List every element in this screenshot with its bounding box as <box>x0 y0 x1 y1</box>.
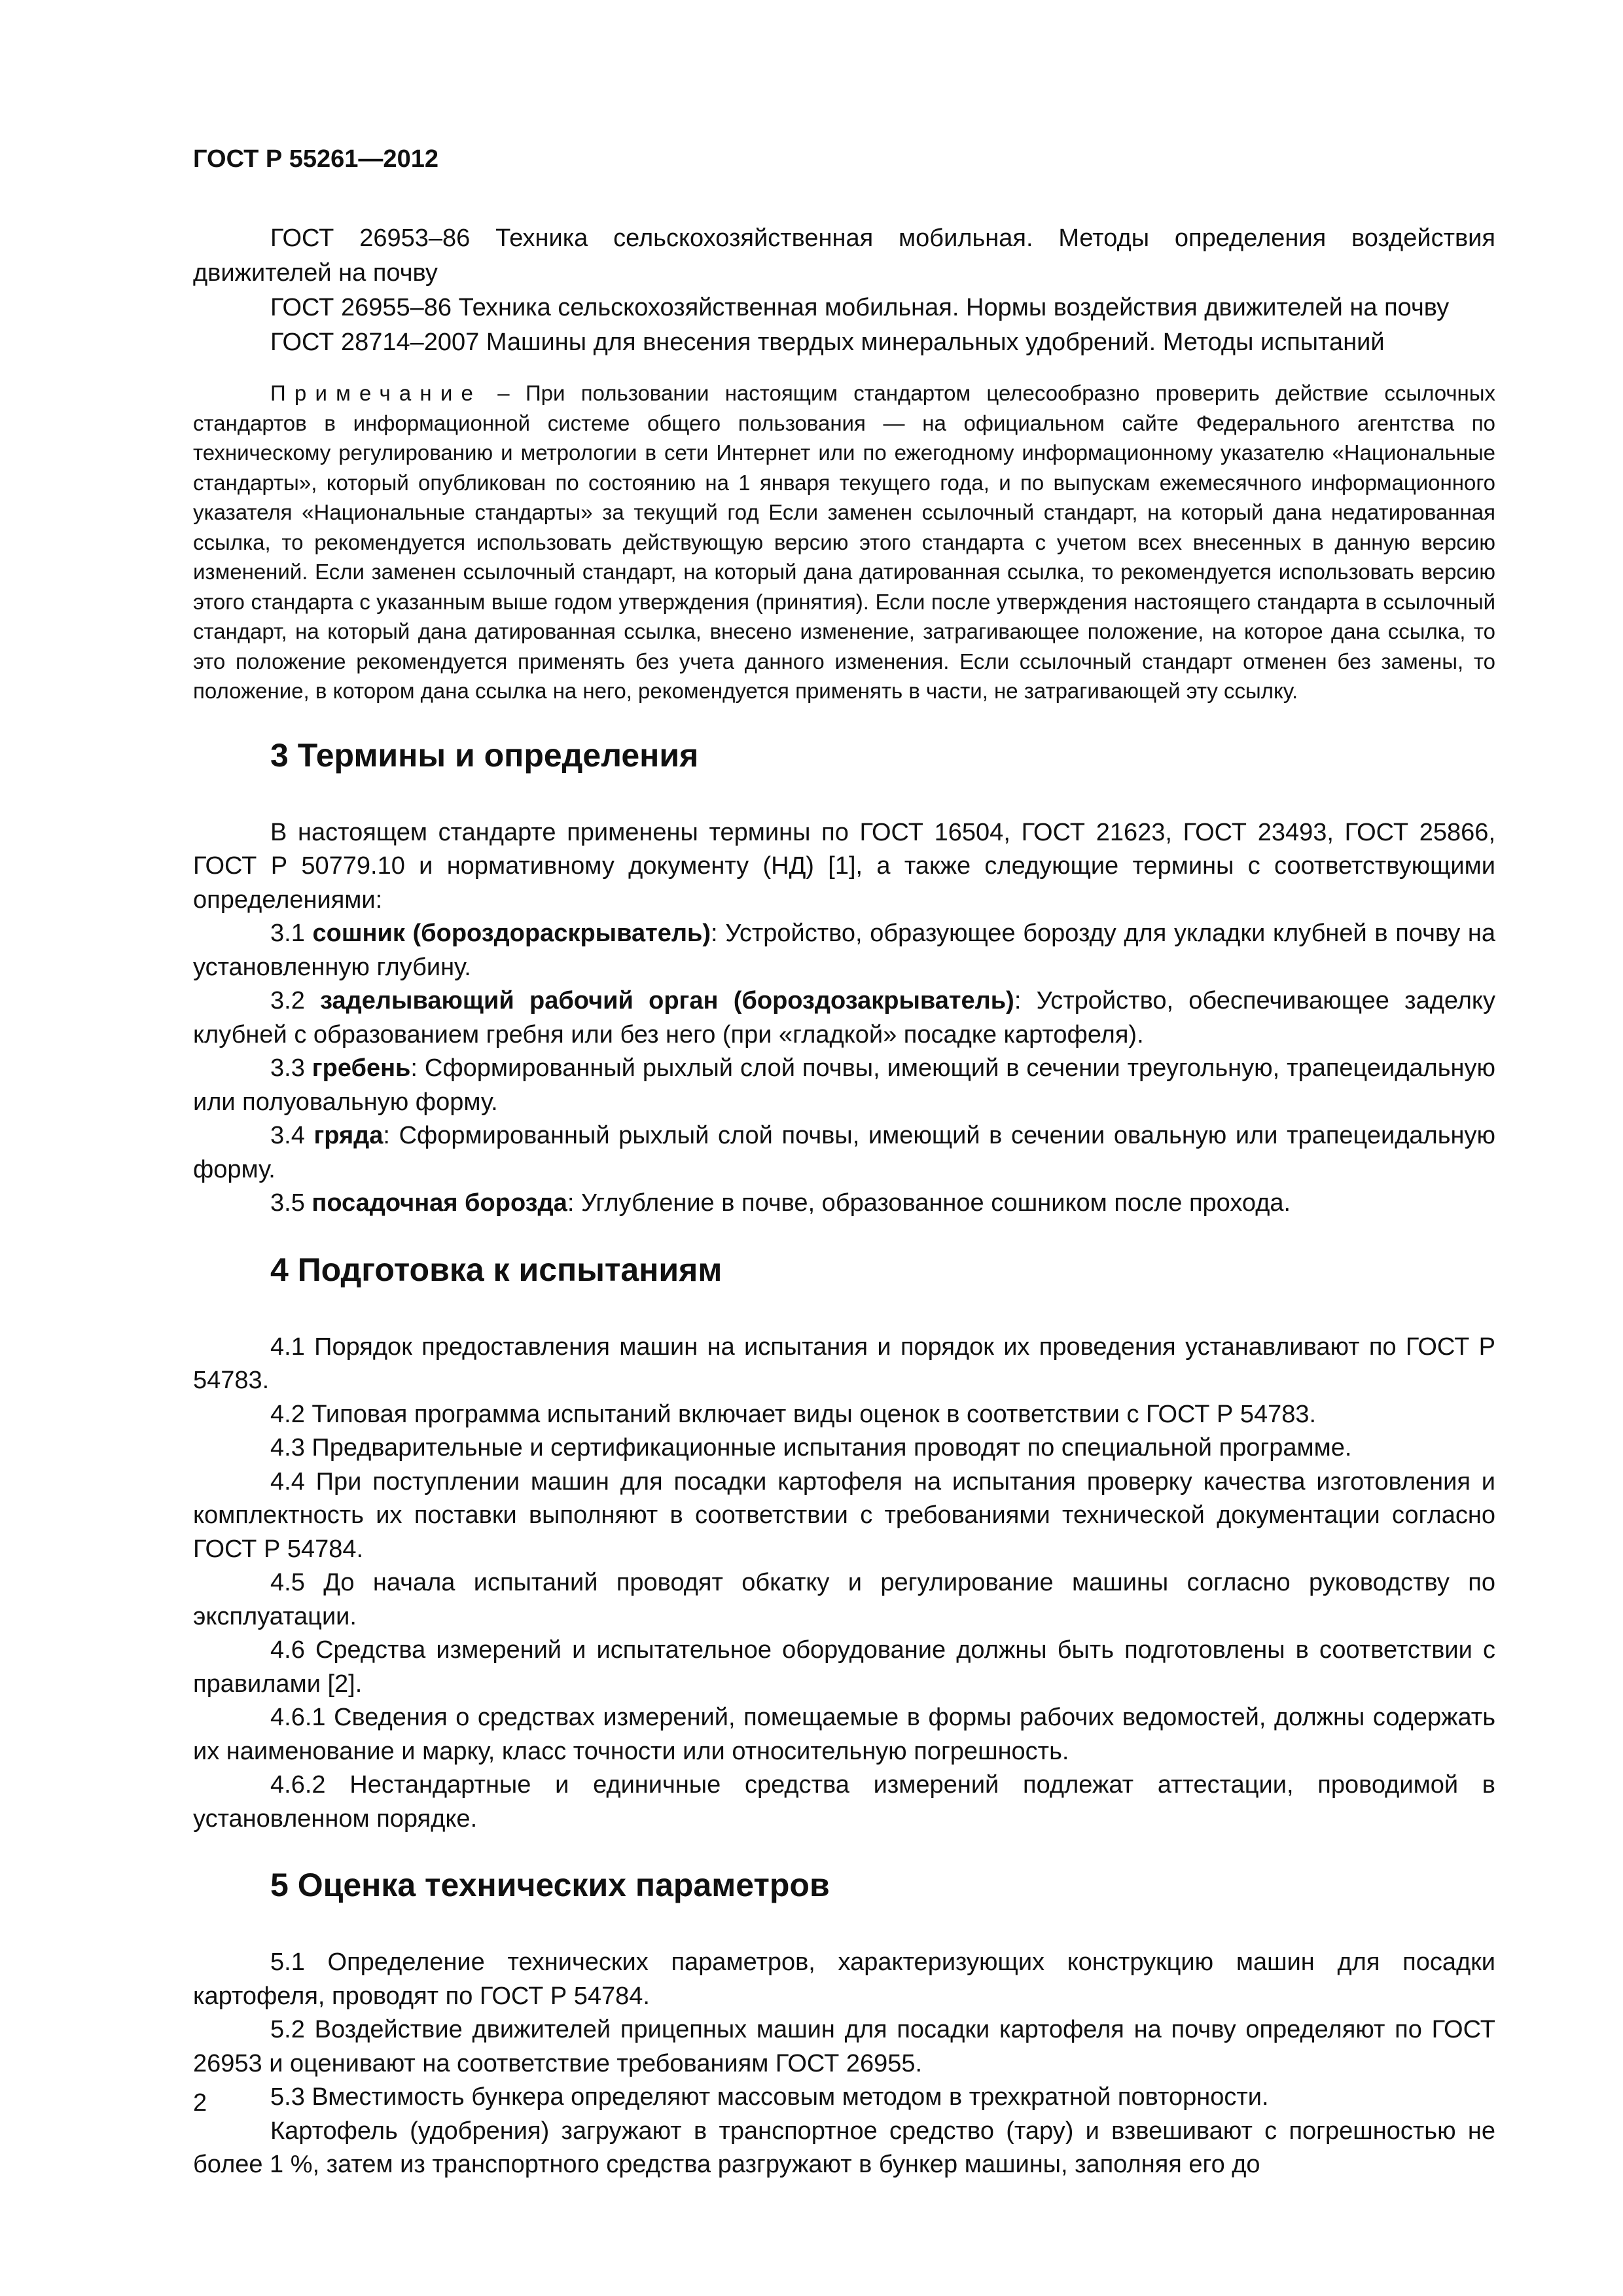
normative-references <box>193 221 1495 360</box>
term-text: : Сформированный рыхлый слой почвы, имеющий в сечении овальную или трапецеидальную форму. <box>193 1122 1495 1183</box>
clause-paragraph: Картофель (удобрения) загружают в транспортное средство (тару) и взвешивают с погрешностью не более 1 %, затем из транспортного средства разгружают в бункер машины, заполняя его до <box>193 2117 1495 2178</box>
document-page <box>193 144 1495 2182</box>
note-paragraph <box>193 378 1495 706</box>
section-4-title: 4 Подготовка к испытаниям <box>270 1251 722 1288</box>
clause-paragraph: 4.5 До начала испытаний проводят обкатку и регулирование машины согласно руководству по эксплуатации. <box>193 1569 1495 1630</box>
term-definition <box>193 1052 1495 1119</box>
clause-paragraph: 4.1 Порядок предоставления машин на испытания и порядок их проведения устанавливают по ГОСТ Р 54783. <box>193 1333 1495 1394</box>
term-text: : Устройство, обеспечивающее заделку клубней с образованием гребня или без него (при «гладкой» посадке картофеля). <box>193 987 1495 1049</box>
clause-paragraph: 5.1 Определение технических параметров, характеризующих конструкцию машин для посадки картофеля, проводят по ГОСТ Р 54784. <box>193 1948 1495 2010</box>
section-5-title: 5 Оценка технических параметров <box>270 1867 830 1903</box>
term-number: 3.4 <box>270 1122 314 1149</box>
term-definition <box>193 984 1495 1052</box>
clause-paragraph: 4.4 При поступлении машин для посадки картофеля на испытания проверку качества изготовления и комплектность их поставки выполняют в соответствии с требованиями технической документации согласно ГОСТ Р 54784. <box>193 1467 1495 1563</box>
section-5-body <box>193 1946 1495 2182</box>
clause-paragraph: 4.2 Типовая программа испытаний включает виды оценок в соответствии с ГОСТ Р 54783. <box>270 1400 1317 1428</box>
page-number: 2 <box>193 2089 207 2117</box>
reference-item: ГОСТ 26955–86 Техника сельскохозяйственная мобильная. Нормы воздействия движителей на почву <box>270 294 1450 321</box>
clause-paragraph: 5.3 Вместимость бункера определяют массовым методом в трехкратной повторности. <box>270 2083 1269 2111</box>
section-3-title: 3 Термины и определения <box>270 736 699 774</box>
term-text: : Углубление в почве, образованное сошником после прохода. <box>567 1189 1291 1217</box>
term-number: 3.2 <box>270 987 321 1014</box>
term-definition <box>193 1119 1495 1187</box>
clause-paragraph: 4.6.2 Нестандартные и единичные средства измерений подлежат аттестации, проводимой в установленном порядке. <box>193 1771 1495 1833</box>
document-code: ГОСТ Р 55261—2012 <box>193 145 438 173</box>
term-text: : Сформированный рыхлый слой почвы, имеющий в сечении треугольную, трапецеидальную или полуовальную форму. <box>193 1054 1496 1116</box>
clause-paragraph: 4.6.1 Сведения о средствах измерений, помещаемые в формы рабочих ведомостей, должны содержать их наименование и марку, класс точности или относительную погрешность. <box>193 1704 1495 1765</box>
term-definition <box>193 1187 1495 1221</box>
term-name: сошник (бороздораскрыватель) <box>312 920 711 947</box>
term-number: 3.3 <box>270 1054 312 1082</box>
term-number: 3.1 <box>270 920 313 947</box>
term-text: : Устройство, образующее борозду для укладки клубней в почву на установленную глубину. <box>193 920 1496 981</box>
clause-paragraph: 4.6 Средства измерений и испытательное оборудование должны быть подготовлены в соответствии с правилами [2]. <box>193 1636 1495 1698</box>
section-4-body <box>193 1331 1495 1837</box>
term-name: гребень <box>312 1054 411 1082</box>
section-3-body <box>193 816 1495 1221</box>
note-text: – При пользовании настоящим стандартом целесообразно проверить действие ссылочных стандартов в информационной системе общего пользования — на официальном сайте Федерального агентства по техническому регулированию и метрологии в сети Интернет или по ежегодному информационному указателю «Национальные стандарты», который опубликован по состоянию на 1 января текущего года, и по выпускам ежемесячного информационного указателя «Национальные стандарты» за текущий год Если заменен ссылочный стандарт, на который дана недатированная ссылка, то рекомендуется использовать действующую версию этого стандарта с учетом всех внесенных в данную версию изменений. Если заменен ссылочный стандарт, на который дана датированная ссылка, то рекомендуется использовать версию этого стандарта с указанным выше годом утверждения (принятия). Если после утверждения настоящего стандарта в ссылочный стандарт, на который дана датированная ссылка, внесено изменение, затрагивающее положение, на которое дана ссылка, то это положение рекомендуется применять без учета данного изменения. Если ссылочный стандарт отменен без замены, то положение, в котором дана ссылка на него, рекомендуется применять в части, не затрагивающей эту ссылку. <box>193 381 1495 703</box>
section-3-intro: В настоящем стандарте применены термины по ГОСТ 16504, ГОСТ 21623, ГОСТ 23493, ГОСТ 25866, ГОСТ Р 50779.10 и нормативному документу (НД) [1], а также следующие термины с соответствующими определениями: <box>193 818 1495 914</box>
term-name: гряда <box>313 1122 383 1149</box>
clause-paragraph: 5.2 Воздействие движителей прицепных машин для посадки картофеля на почву определяют по ГОСТ 26953 и оценивают на соответствие требованиям ГОСТ 26955. <box>193 2016 1495 2077</box>
note-label: Примечание <box>270 381 482 405</box>
reference-item: ГОСТ 26953–86 Техника сельскохозяйственная мобильная. Методы определения воздействия движителей на почву <box>193 224 1495 287</box>
reference-item: ГОСТ 28714–2007 Машины для внесения твердых минеральных удобрений. Методы испытаний <box>270 329 1385 356</box>
term-number: 3.5 <box>270 1189 312 1217</box>
term-name: заделывающий рабочий орган (бороздозакрыватель) <box>320 987 1014 1014</box>
clause-paragraph: 4.3 Предварительные и сертификационные испытания проводят по специальной программе. <box>270 1434 1352 1462</box>
term-name: посадочная борозда <box>312 1189 567 1217</box>
term-definition <box>193 917 1495 984</box>
